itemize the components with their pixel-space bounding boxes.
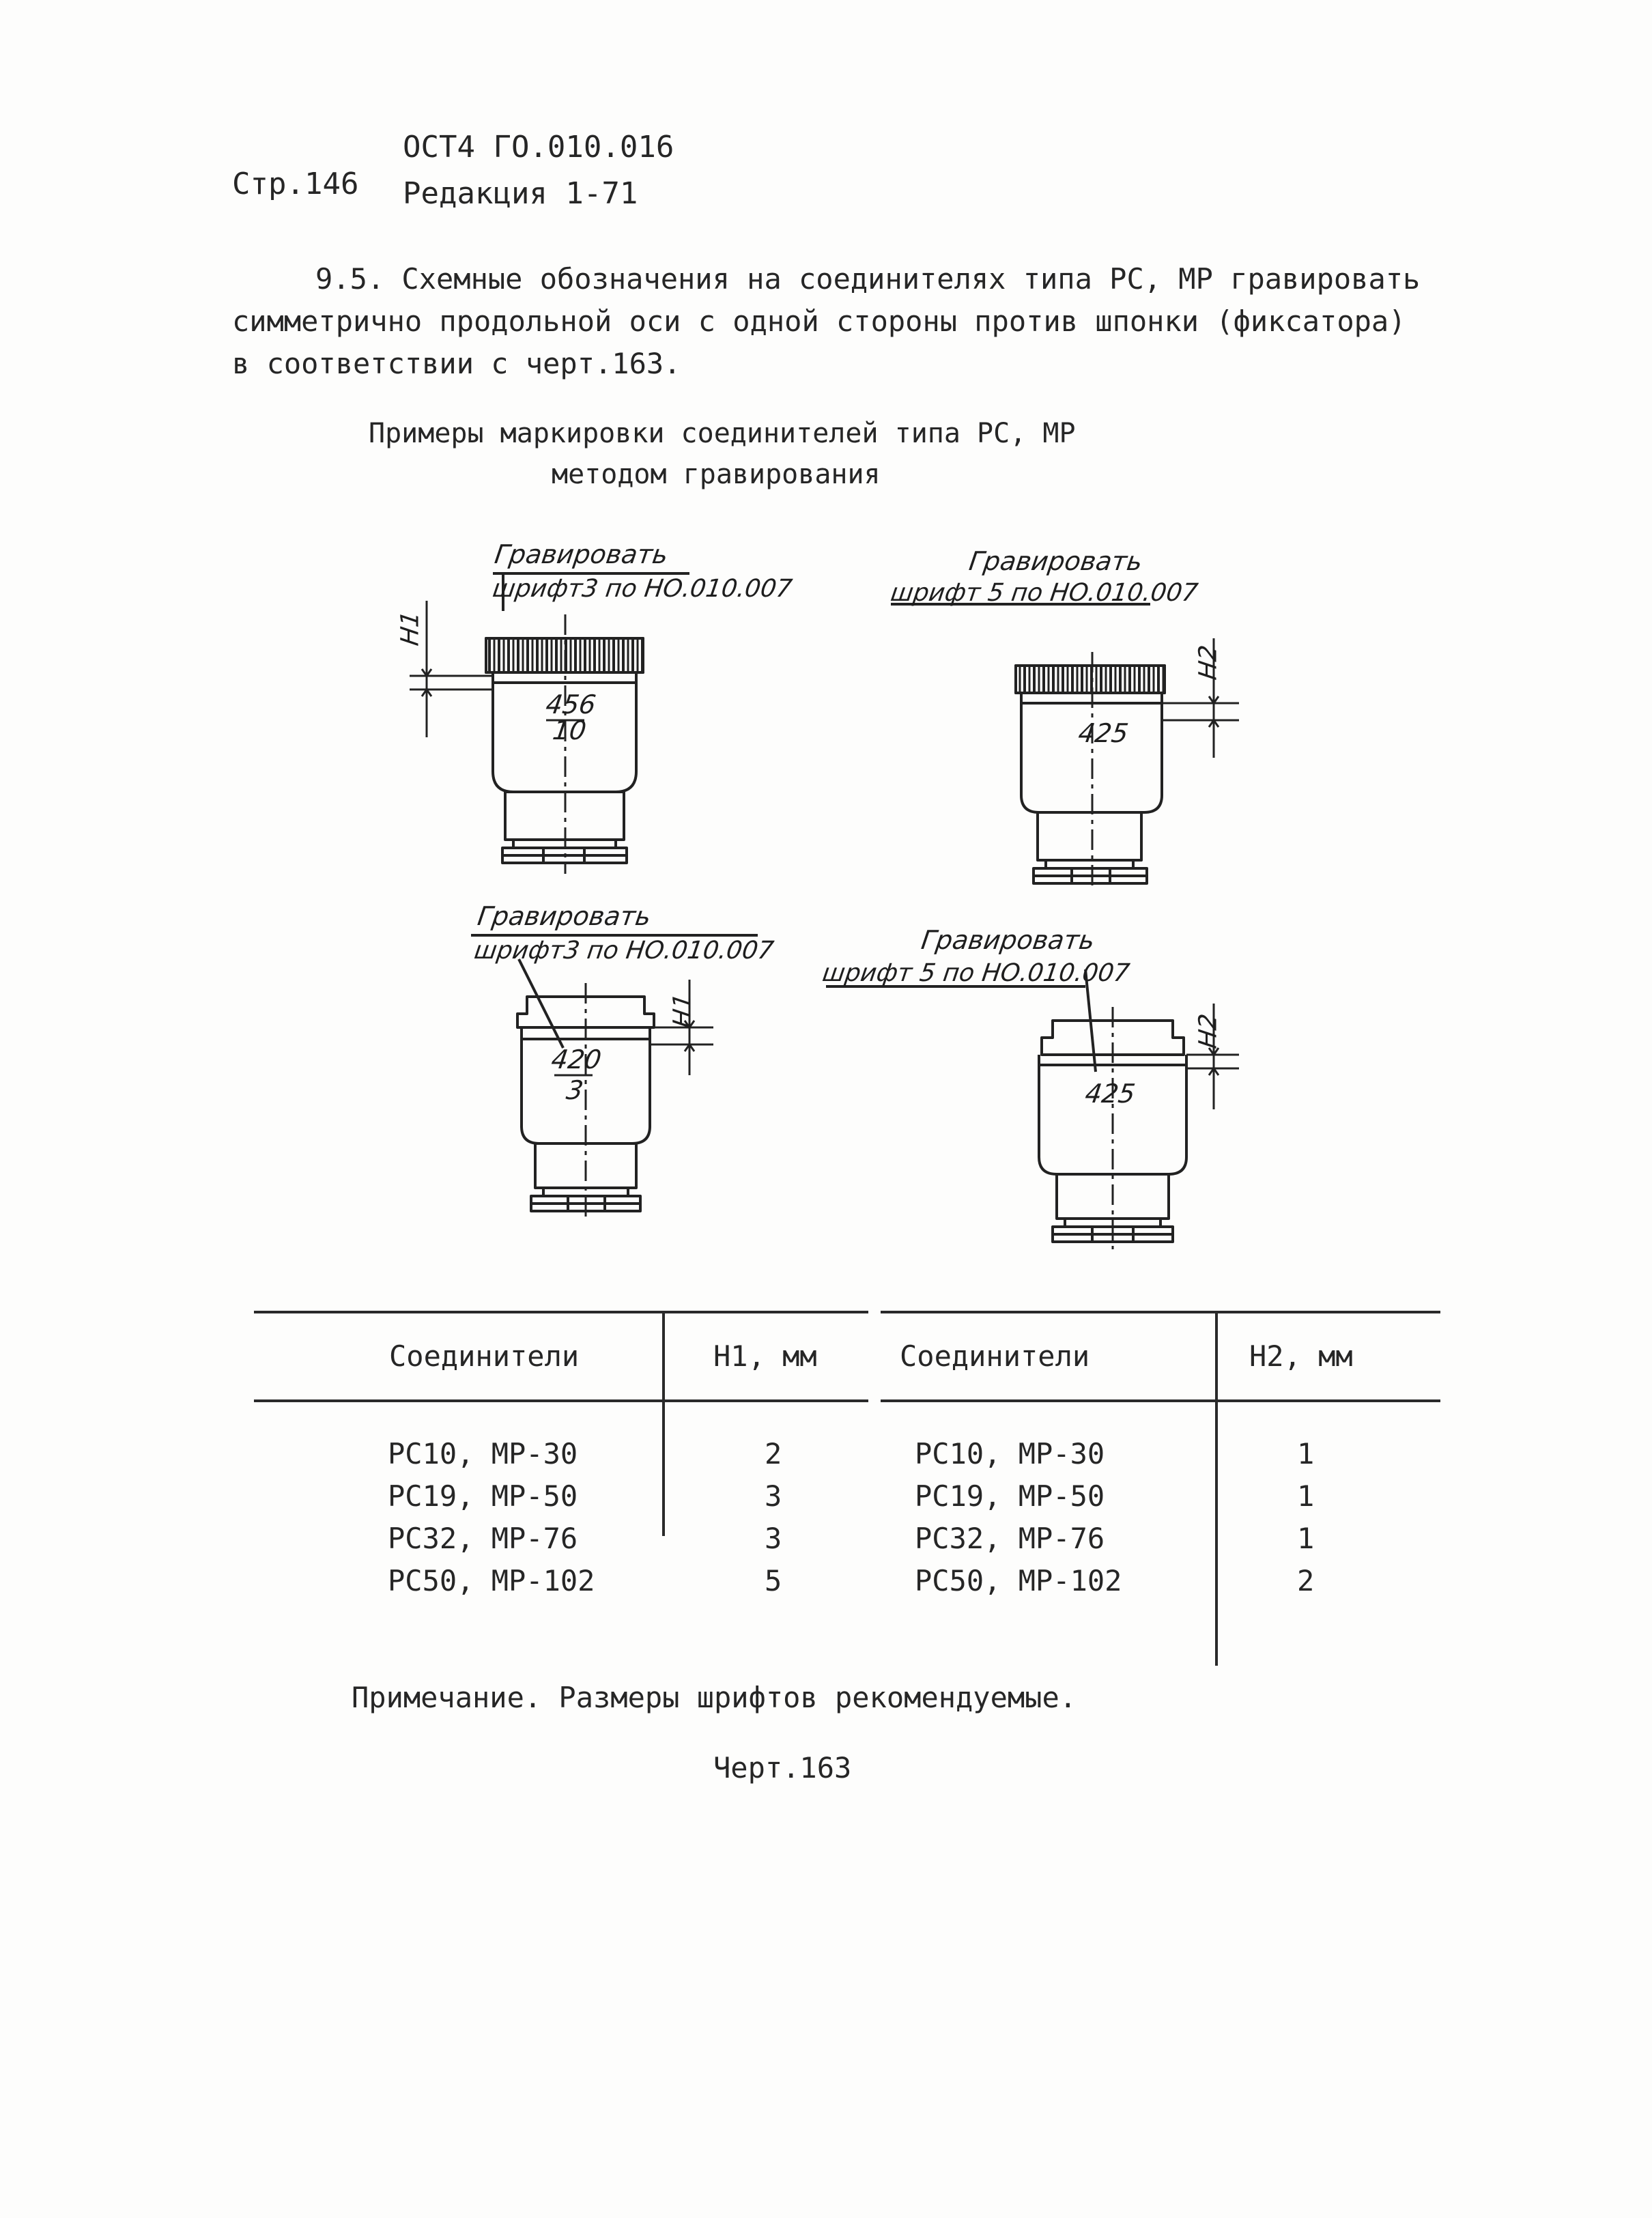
bl-label-bottom: 3	[564, 1075, 586, 1105]
right-row-4-connectors: РС50, МР-102	[915, 1564, 1122, 1597]
standard-number: ОСТ4 ГО.010.016	[403, 130, 674, 165]
note: Примечание. Размеры шрифтов рекомендуемые.	[352, 1681, 1077, 1714]
left-row-1-connectors: РС10, МР-30	[388, 1437, 578, 1470]
tl-callout-1: Гравировать	[492, 539, 670, 569]
figure-caption: Черт.163	[713, 1751, 852, 1785]
connector-tl	[410, 573, 689, 874]
table-top-rule-left	[254, 1311, 868, 1313]
br-callout-1: Гравировать	[919, 925, 1097, 955]
table-header-rule-left	[254, 1399, 868, 1402]
right-row-1-connectors: РС10, МР-30	[915, 1437, 1105, 1470]
right-row-3-connectors: РС32, МР-76	[915, 1522, 1105, 1555]
right-row-3-value: 1	[1297, 1522, 1315, 1555]
left-header-connectors: Соединители	[389, 1339, 580, 1373]
right-row-2-value: 1	[1297, 1479, 1315, 1513]
table-header-rule-right	[881, 1399, 1440, 1402]
left-row-4-value: 5	[765, 1564, 782, 1597]
left-row-3-value: 3	[765, 1522, 782, 1555]
table-divider-1	[662, 1311, 665, 1536]
paragraph-line-2: симметрично продольной оси с одной стороны против шпонки (фиксатора)	[232, 304, 1406, 338]
left-row-2-connectors: РС19, МР-50	[388, 1479, 578, 1513]
bl-dim-label: Н1	[668, 991, 697, 1030]
edition: Редакция 1-71	[403, 176, 638, 211]
tr-dim-label: Н2	[1194, 643, 1223, 682]
connector-tr	[891, 604, 1239, 891]
br-callout-2: шрифт 5 по НО.010.007	[821, 959, 1132, 987]
tr-callout-1: Гравировать	[967, 546, 1145, 576]
tl-callout-2: шрифт3 по НО.010.007	[491, 575, 794, 603]
tl-label-top: 456	[543, 689, 598, 720]
left-row-2-value: 3	[765, 1479, 782, 1513]
right-row-2-connectors: РС19, МР-50	[915, 1479, 1105, 1513]
paragraph-line-3: в соответствии с черт.163.	[232, 347, 681, 380]
paragraph-line-1: 9.5. Схемные обозначения на соединителях типа РС, МР гравировать	[315, 262, 1421, 296]
right-row-1-value: 1	[1297, 1437, 1315, 1470]
right-row-4-value: 2	[1297, 1564, 1315, 1597]
left-header-h: Н1, мм	[713, 1339, 817, 1373]
page-number: Стр.146	[232, 167, 359, 201]
table-divider-2	[1215, 1311, 1218, 1666]
bl-callout-1: Гравировать	[475, 901, 653, 931]
connector-br	[826, 969, 1239, 1249]
bl-callout-2: шрифт3 по НО.010.007	[472, 937, 775, 965]
left-row-4-connectors: РС50, МР-102	[388, 1564, 595, 1597]
bl-label-top: 420	[549, 1044, 603, 1075]
figure-title-line-2: методом гравирования	[552, 459, 881, 490]
table-top-rule-right	[881, 1311, 1440, 1313]
tr-callout-2: шрифт 5 по НО.010.007	[889, 579, 1200, 607]
tr-label: 425	[1076, 718, 1130, 748]
br-dim-label: Н2	[1194, 1012, 1223, 1051]
connector-bl	[471, 935, 758, 1222]
figure-title-line-1: Примеры маркировки соединителей типа РС, МР	[369, 418, 1076, 449]
left-row-1-value: 2	[765, 1437, 782, 1470]
right-header-connectors: Соединители	[900, 1339, 1090, 1373]
right-header-h: Н2, мм	[1249, 1339, 1353, 1373]
left-row-3-connectors: РС32, МР-76	[388, 1522, 578, 1555]
tl-dim-label: Н1	[396, 609, 425, 648]
tl-label-bottom: 10	[550, 715, 588, 745]
br-label: 425	[1083, 1079, 1137, 1109]
